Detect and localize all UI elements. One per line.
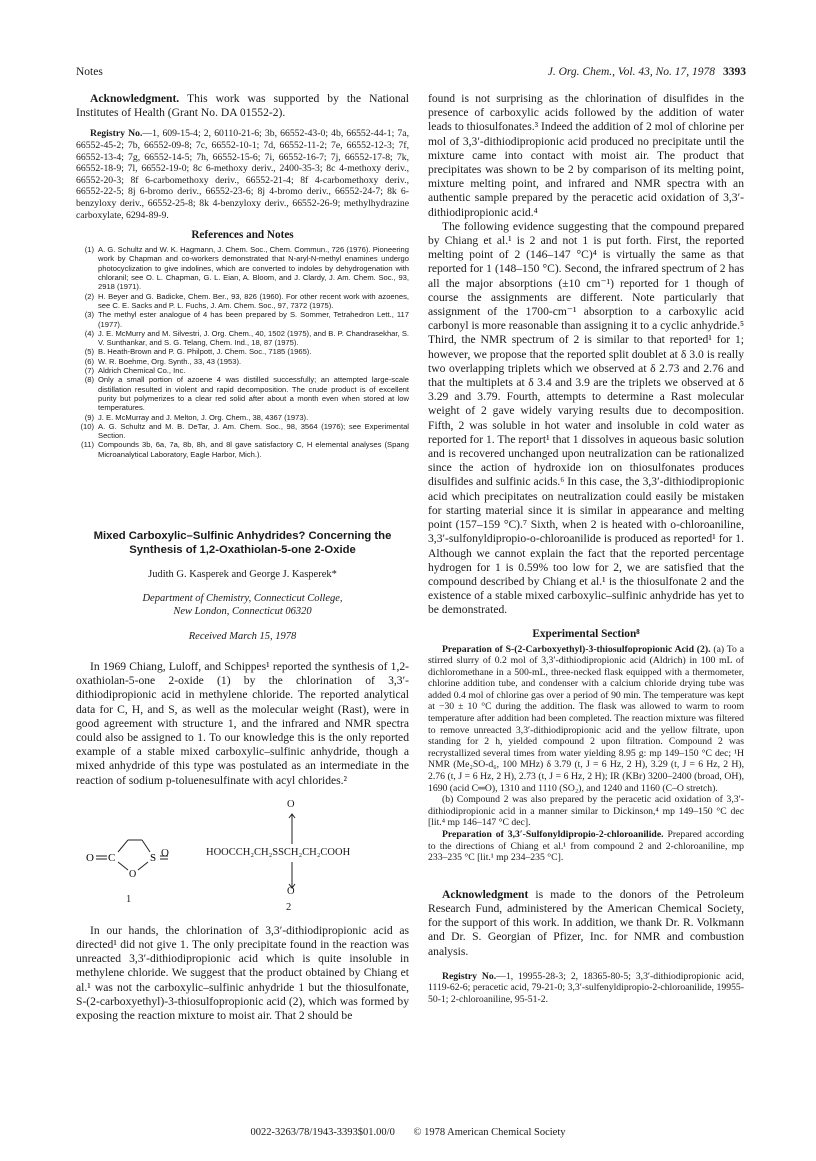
reference-text: J. E. McMurry and M. Silvestri, J. Org. Chem., 40, 1502 (1975), and B. P. Chandrasekhar, S. V. Sunthankar, and S. G. Telang, Chem. Ind., 18, 87 (1975). [98, 328, 409, 348]
references-heading: References and Notes [191, 229, 294, 242]
reference-item [76, 375, 409, 412]
reference-item [76, 422, 409, 441]
structure-2-formula: HOOCCH₂CH₂SSCH₂CH₂COOH [206, 846, 351, 858]
reference-text: The methyl ester analogue of 4 has been prepared by S. Sommer, Tetrahedron Lett., 117 (1977). [98, 310, 409, 329]
reference-item [76, 413, 409, 422]
structure-2-label: 2 [286, 901, 292, 913]
reference-item [76, 366, 409, 375]
experimental-prep-1 [428, 644, 744, 795]
registry-1-text: —1, 609-15-4; 2, 60110-21-6; 3b, 66552-43-0; 4b, 66552-44-1; 7a, 66552-45-2; 7b, 66552-09-8; 7c, 66552-10-1; 7d, 66552-11-2; 7e, 66552-12-3; 7f, 66552-13-4; 7g, 66552-14-5; 7h, 66552-15-6; 7i, 66552-16-7; 7j, 66552-17-8; 7k, 66552-18-9; 7l, 66552-19-0; 8c 6-methoxy deriv., 2400-35-3; 8c 4-methoxy deriv., 66552-20-3; 8f 6-carbomethoxy deriv., 66552-21-4; 8f 4-carbomethoxy deriv., 66552-22-5; 8j 6-bromo deriv., 66552-23-6; 8j 4-bromo deriv., 66552-24-7; 8k 6-benzyloxy deriv., 66552-25-8; 8k 4-benzyloxy deriv., 66552-26-9; methylhydrazine carboxylate, 6294-89-9. [76, 128, 410, 221]
intro-paragraph: In 1969 Chiang, Luloff, and Schippes¹ reported the synthesis of 1,2-oxathiolan-5-one 2-oxide (1) by the chlorination of 3,3′-dithiodipropionic acid in methylene chloride. The reported analytical data for C, H, and S, as well as the molecular weight (Rast), were in good agreement with structure 1, and the infrared and NMR spectra could also be assigned to 1. To our knowledge this is the only reported example of a stable mixed carboxylic–sulfinic anhydride, though a mixed anhydride of this type was postulated as an intermediate in the reaction of sodium p-toluenesulfinate with acyl chlorides.² [76, 659, 409, 787]
reference-text: A. G. Schultz and M. B. DeTar, J. Am. Chem. Soc., 98, 3564 (1976); see Experimental Section. [98, 421, 409, 441]
structure-1-c: C [108, 851, 116, 864]
running-head-left: Notes [76, 66, 103, 78]
experimental-prep-1b: (b) Compound 2 was also prepared by the peracetic acid oxidation of 3,3′-dithiodipropionic acid in a manner similar to Dickinson,⁴ mp 149–150 °C dec [lit.⁴ mp 146–147 °C dec]. [428, 794, 744, 829]
running-head-right [548, 66, 746, 78]
reference-number: (2) [84, 291, 94, 301]
journal-citation: J. Org. Chem., Vol. 43, No. 17, 1978 [547, 66, 715, 78]
registry-1-title: Registry No. [90, 128, 143, 140]
paragraph-2: In our hands, the chlorination of 3,3′-dithiodipropionic acid as directed¹ did not give 1. The only precipitate found in the reaction was unreacted 3,3′-dithiodipropionic acid which is quite insoluble in methylene chloride. We suggest that the product obtained by Chiang et al.¹ was not the carboxylic–sulfinic anhydride 1 but the thiosulfonate, S-(2-carboxyethyl)-3-thiosulfopropionic acid (2), which was formed by exposing the reaction mixture to moist air. That 2 should be [76, 923, 409, 1023]
reference-number: (4) [84, 328, 94, 338]
structure-2-o-top: O [287, 798, 295, 810]
footer-code: 0022-3263/78/1943-3393$01.00/0 [250, 1127, 395, 1138]
right-paragraph-1: found is not surprising as the chlorination of disulfides in the presence of carboxylic acids followed by the addition of water leads to thiosulfonates.³ Indeed the addition of 2 mol of chlorine per mol of 3,3′-dithiodipropionic acid produced no precipitate until the mixture came into contact with moist air. The product that precipitates was shown to be 2 by comparison of its melting point, mixture melting point, and infrared and NMR spectra with an authentic sample prepared by the peracetic acid oxidation of 3,3′-dithiodipropionic acid.⁴ [428, 92, 744, 219]
reference-number: (11) [81, 440, 94, 450]
reference-number: (10) [80, 421, 94, 431]
registry-2 [428, 971, 744, 1006]
reference-text: W. R. Boehme, Org. Synth., 33, 43 (1953). [98, 356, 242, 366]
right-column [428, 92, 744, 1006]
affiliation-line-2: New London, Connecticut 06320 [173, 605, 312, 617]
experimental-prep-2 [428, 829, 744, 864]
structure-1-o-ring: O [129, 868, 137, 880]
registry-1 [76, 128, 409, 221]
authors: Judith G. Kasperek and George J. Kasperek* [148, 568, 337, 580]
chemical-structures [76, 796, 409, 913]
reference-number: (8) [84, 375, 94, 385]
experimental-prep-1-text: (a) To a stirred slurry of 0.2 mol of 3,3′-dithiodipropionic acid (Aldrich) in 100 mL of dichloromethane in a 500-mL, three-necked flask equipped with a thermometer, chlorine addition tube, and condenser with a calcium chloride drying tube was added 0.4 mol of chlorine gas over a period of 90 min. The temperature was kept at −30 ± 10 °C during the addition. The flask was allowed to warm to room temperature after addition had been completed. The reaction mixture was filtered to remove unreacted 3,3′-dithiodipropionic acid and the yellow filtrate, upon standing for 2 h, yielded compound 2 upon filtration. Compound 2 was recrystallized several times from water yielding 8.95 g: mp 149–150 °C dec; ¹H NMR (Me₂SO-d₆, 100 MHz) δ 3.79 (t, J = 6 Hz, 2 H), 3.29 (t, J = 6 Hz, 2 H), 2.76 (t, J = 6 Hz, 2 H), 2.73 (t, J = 6 Hz, 2 H); IR (KBr) 3200–2400 (broad, OH), 1690 (acid C═O), 1310 and 1110 (SO₂), and 1240 and 1160 (C–O stretch). [428, 643, 744, 794]
reference-item [76, 347, 409, 356]
reference-item [76, 329, 409, 348]
reference-number: (6) [84, 356, 94, 366]
acknowledgment-1 [76, 92, 409, 120]
page-number: 3393 [723, 66, 746, 78]
reference-text: Aldrich Chemical Co., Inc. [98, 366, 186, 376]
reference-text: J. E. McMurray and J. Melton, J. Org. Chem., 38, 4367 (1973). [98, 412, 309, 422]
received-date: Received March 15, 1978 [188, 630, 297, 642]
reference-number: (9) [84, 412, 94, 422]
reference-item [76, 245, 409, 291]
affiliation [76, 592, 409, 618]
experimental-prep-2-title: Preparation of 3,3′-Sulfonyldipropio-2-chloroanilide. [442, 829, 664, 841]
left-column [76, 92, 409, 1023]
reference-number: (3) [84, 310, 94, 320]
experimental-heading: Experimental Section⁸ [532, 627, 640, 640]
reference-number: (5) [84, 347, 94, 357]
experimental-prep-1-title: Preparation of S-(2-Carboxyethyl)-3-thiosulfopropionic Acid (2). [442, 643, 711, 655]
reference-text: A. G. Schultz and W. K. Hagmann, J. Chem. Soc., Chem. Commun., 726 (1976). Pioneering work by Chapman and co-workers demonstrated that N-aryl-N-methyl enamines undergo photocyclization to give indolines, which are converted to indoles by dehydrogenation with chloranil; see O. L. Chapman, G. L. Eian, A. Bloom, and J. Clardy, J. Am. Chem. Soc., 93, 2918 (1971). [98, 245, 409, 292]
reference-number: (1) [84, 245, 94, 255]
reference-text: H. Beyer and G. Badicke, Chem. Ber., 93, 826 (1960). For other recent work with azoenes, see C. E. Sacks and P. L. Fuchs, J. Am. Chem. Soc., 97, 7372 (1975). [98, 291, 409, 310]
footer-copyright: © 1978 American Chemical Society [413, 1127, 566, 1138]
reference-text: B. Heath-Brown and P. G. Philpott, J. Chem. Soc., 7185 (1965). [98, 347, 312, 357]
reference-item [76, 440, 409, 459]
structure-1-o-right: O [161, 846, 169, 859]
structure-2-o-bottom: O [287, 885, 295, 897]
structure-1-s: S [150, 851, 157, 864]
right-paragraph-2: The following evidence suggesting that the compound prepared by Chiang et al.¹ is 2 and not 1 is put forth. First, the reported melting point of 2 (146–147 °C)⁴ is virtually the same as that reported for 1 (148–150 °C). Second, the infrared spectrum of 2 has all the major absorptions (±10 cm⁻¹) reported for 1 though of course the assignments are different. Note particularly that assignment of the 1700-cm⁻¹ absorption to a carboxylic acid carbonyl is more reasonable than assigning it to a cyclic anhydride.⁵ Third, the NMR spectrum of 2 is similar to that reported¹ for 1; however, we propose that the reported split doublet at δ 3.0 is really two overlapping triplets which we observed at δ 2.73 and 2.76 and that the multiplets at δ 3.4 and 3.9 are the triplets we observed at δ 3.29 and 3.79. Fourth, attempts to determine a Rast molecular weight of 2 gave widely varying results due to decomposition. Fifth, 2 was soluble in hot water and insoluble in cold water as reported for 1. The report¹ that 1 dissolves in aqueous basic solution and is recovered unchanged upon neutralization can be rationalized since the action of hydroxide ion on thiosulfonates produces disulfides and sulfinic acids.⁶ In this case, the 3,3′-dithiodipropionic acid which precipitates on neutralization could easily be mistaken for starting material since it is similar in appearance and melting point (157–159 °C).⁷ Sixth, when 2 is heated with o-chloroaniline, 3,3′-sulfonyldipropio-o-chloroanilide is produced as reported¹ for 1. Although we cannot explain the fact that the reported percentage hydrogen for 1 is 0.59% too low for 2, we are satisfied that the compound described by Chiang et al.¹ is the thiosulfonate 2 and the existence of a stable mixed carboxylic–sulfinic anhydride has yet to be demonstrated. [428, 219, 745, 617]
article-title: Mixed Carboxylic–Sulfinic Anhydrides? Concerning the Synthesis of 1,2-Oxathiolan-5-one 2-Oxide [93, 529, 392, 556]
acknowledgment-2-title: Acknowledgment [442, 887, 529, 901]
structure-1-o-left: O [86, 851, 94, 864]
references-list [76, 245, 409, 459]
acknowledgment-1-title: Acknowledgment. [90, 92, 180, 105]
affiliation-line-1: Department of Chemistry, Connecticut College, [142, 592, 343, 604]
acknowledgment-2-text: is made to the donors of the Petroleum Research Fund, administered by the American Chemical Society, for the support of this work. In addition, we thank Dr. R. Volkmann and Dr. S. Georgian of Pfizer, Inc. for NMR and combustion analysis. [428, 887, 744, 958]
registry-2-text: —1, 19955-28-3; 2, 18365-80-5; 3,3′-dithiodipropionic acid, 1119-62-6; peracetic acid, 79-21-0; 3,3′-sulfenyldipropio-2-chloroanilide, 19955-50-1; 2-chloroaniline, 95-51-2. [428, 970, 744, 1005]
registry-2-title: Registry No. [442, 970, 497, 982]
page-footer [0, 1127, 816, 1138]
acknowledgment-2 [428, 888, 744, 959]
acknowledgment-1-text: This work was supported by the National Institutes of Health (Grant No. DA 01552-2). [76, 92, 409, 120]
reference-number: (7) [84, 366, 94, 376]
structure-1-label: 1 [126, 893, 132, 905]
reference-text: Compounds 3b, 6a, 7a, 8b, 8h, and 8l gave satisfactory C, H elemental analyses (Spang Microanalytical Laboratory, Eagle Harbor, Mich.). [98, 440, 409, 459]
reference-item [76, 292, 409, 311]
reference-text: Only a small portion of azoene 4 was distilled successfully; an attempted large-scale distillation resulted in violent and rapid decomposition. The crude product is of excellent purity but polymerizes to a clear red solid after about a month even when stored at low temperatures. [98, 375, 409, 413]
reference-item [76, 310, 409, 329]
reference-item [76, 357, 409, 366]
experimental-prep-2-text: Prepared according to the directions of Chiang et al.¹ from compound 2 and 2-chloroaniline, mp 233–235 °C [lit.¹ mp 234–235 °C]. [428, 829, 745, 864]
